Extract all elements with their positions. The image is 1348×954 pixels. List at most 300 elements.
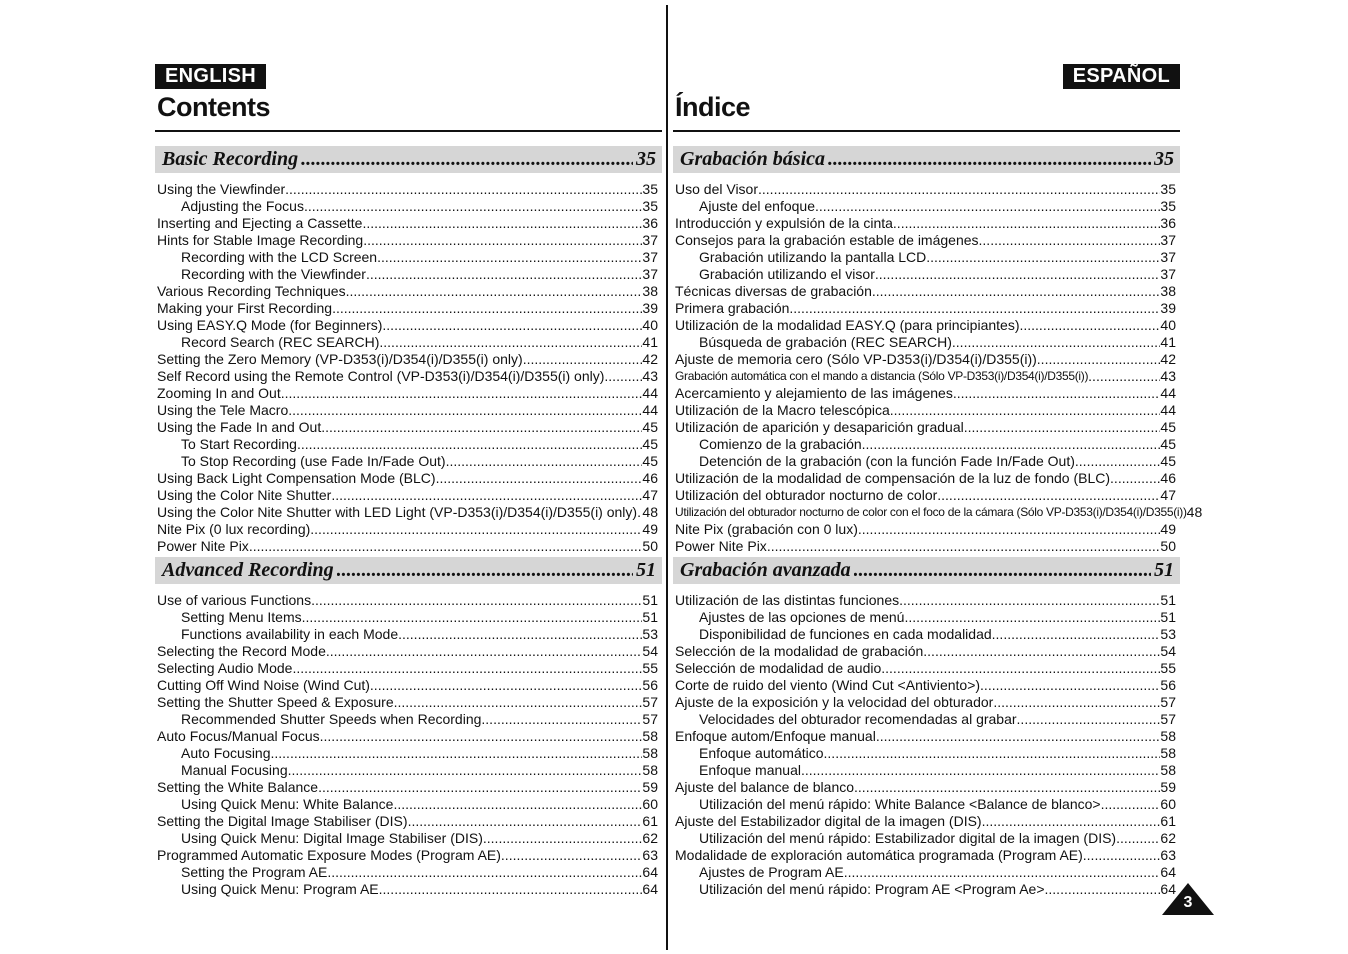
toc-entry-page: 54 <box>642 643 658 659</box>
toc-entry-page: 64 <box>1160 864 1176 880</box>
toc-entry <box>675 215 1176 232</box>
toc-entry <box>157 283 658 300</box>
leader-dots <box>952 334 1161 351</box>
leader-dots <box>379 881 643 898</box>
toc-entry <box>157 728 658 745</box>
toc-entry-label: Utilización del obturador nocturno de color con el foco de la cámara (Sólo VP-D353(i)/D354(i)/D355(i)) <box>675 505 1187 519</box>
toc-entry-page: 53 <box>1160 626 1176 642</box>
leader-dots <box>893 215 1161 232</box>
leader-dots <box>382 317 642 334</box>
leader-dots <box>789 300 1160 317</box>
toc-entry-label: Ajuste de memoria cero (Sólo VP-D353(i)/D354(i)/D355(i)) <box>675 351 1037 367</box>
toc-entry-page: 40 <box>1160 317 1176 333</box>
toc-entry <box>157 453 658 470</box>
toc-entry <box>675 436 1176 453</box>
toc-entry-label: Zooming In and Out <box>157 385 281 401</box>
leader-dots <box>881 660 1160 677</box>
leader-dots <box>288 402 642 419</box>
leader-dots <box>271 745 643 762</box>
section-title-label: Grabación básica <box>680 148 825 170</box>
toc-entry <box>157 266 658 283</box>
toc-entry-label: Setting the Zero Memory (VP-D353(i)/D354(i)/D355(i) only) <box>157 351 523 367</box>
toc-entry-page: 37 <box>642 266 658 282</box>
leader-dots <box>321 419 642 436</box>
toc-entry <box>157 334 658 351</box>
toc-entry-label: Grabación utilizando la pantalla LCD <box>699 249 927 265</box>
toc-entry <box>675 660 1176 677</box>
toc-entry <box>675 283 1176 300</box>
leader-dots <box>304 198 642 215</box>
leader-dots <box>899 592 1160 609</box>
toc-entry-page: 45 <box>1160 453 1176 469</box>
toc-entry-label: Adjusting the Focus <box>181 198 304 214</box>
toc-entry-label: Utilización de la modalidad EASY.Q (para principiantes) <box>675 317 1020 333</box>
leader-dots <box>446 453 643 470</box>
toc-entry <box>675 592 1176 609</box>
leader-dots <box>937 487 1160 504</box>
center-divider <box>666 5 668 950</box>
toc-entry-label: Nite Pix (0 lux recording) <box>157 521 311 537</box>
toc-entry-label: Enfoque autom/Enfoque manual <box>675 728 876 744</box>
toc-entry-label: Selección de la modalidad de grabación <box>675 643 924 659</box>
toc-entry-page: 59 <box>642 779 658 795</box>
toc-entry-label: Enfoque manual <box>699 762 801 778</box>
toc-entry <box>675 487 1176 504</box>
toc-entry-label: Corte de ruido del viento (Wind Cut <Antiviento>) <box>675 677 981 693</box>
leader-dots <box>332 300 642 317</box>
leader-dots <box>992 626 1161 643</box>
section-title <box>162 148 656 171</box>
toc-entry <box>157 813 658 830</box>
toc-entry-label: To Stop Recording (use Fade In/Fade Out) <box>181 453 446 469</box>
toc-entry-label: Selecting Audio Mode <box>157 660 293 676</box>
leader-dots <box>310 521 642 538</box>
toc-entry <box>157 385 658 402</box>
toc-entry-label: Making your First Recording <box>157 300 333 316</box>
toc-entry-label: Selecting the Record Mode <box>157 643 326 659</box>
toc-entry-label: Detención de la grabación (con la función Fade In/Fade Out) <box>699 453 1075 469</box>
toc-entry-page: 48 <box>642 504 658 520</box>
toc-entry <box>157 762 658 779</box>
leader-dots <box>523 351 643 368</box>
toc-entry-page: 60 <box>1160 796 1176 812</box>
toc-entry <box>675 864 1176 881</box>
toc-entry-page: 62 <box>642 830 658 846</box>
toc-entry-list <box>675 592 1176 898</box>
leader-dots <box>379 334 642 351</box>
toc-entry <box>157 711 658 728</box>
toc-entry-label: Enfoque automático <box>699 745 824 761</box>
leader-dots <box>311 592 642 609</box>
toc-entry-page: 57 <box>1160 694 1176 710</box>
toc-entry <box>157 215 658 232</box>
toc-entry <box>675 453 1176 470</box>
toc-entry-page: 47 <box>1160 487 1176 503</box>
leader-dots <box>858 521 1161 538</box>
toc-entry <box>157 677 658 694</box>
leader-dots <box>844 864 1161 881</box>
leader-dots <box>1116 830 1160 847</box>
toc-entry-page: 51 <box>642 609 658 625</box>
toc-entry-label: Grabación automática con el mando a distancia (Sólo VP-D353(i)/D354(i)/D355(i)) <box>675 369 1089 383</box>
toc-entry-page: 58 <box>1160 762 1176 778</box>
leader-dots <box>377 249 642 266</box>
leader-dots <box>876 728 1161 745</box>
toc-entry-label: Various Recording Techniques <box>157 283 346 299</box>
leader-dots <box>980 677 1160 694</box>
toc-entry-label: Setting the Shutter Speed & Exposure <box>157 694 394 710</box>
toc-entry <box>157 745 658 762</box>
toc-entry-label: Using the Color Nite Shutter <box>157 487 332 503</box>
toc-entry-page: 44 <box>642 402 658 418</box>
toc-entry <box>675 249 1176 266</box>
toc-entry <box>675 779 1176 796</box>
section-header <box>673 146 1180 173</box>
leader-dots <box>281 385 643 402</box>
toc-entry-label: Using Quick Menu: White Balance <box>181 796 394 812</box>
leader-dots <box>292 660 642 677</box>
toc-entry-label: Ajuste del enfoque <box>699 198 815 214</box>
section-page-number: 35 <box>1154 148 1174 170</box>
toc-entry-label: Using EASY.Q Mode (for Beginners) <box>157 317 383 333</box>
section-page-number: 51 <box>636 559 656 581</box>
leader-dots <box>285 181 642 198</box>
leader-dots <box>1075 453 1161 470</box>
toc-entry-label: Self Record using the Remote Control (VP-D353(i)/D354(i)/D355(i) only) <box>157 368 605 384</box>
toc-entry-page: 45 <box>642 453 658 469</box>
toc-entry <box>157 521 658 538</box>
toc-entry <box>675 728 1176 745</box>
toc-entry-label: Primera grabación <box>675 300 790 316</box>
toc-entry-page: 36 <box>642 215 658 231</box>
leader-dots <box>1045 881 1161 898</box>
toc-entry-page: 56 <box>1160 677 1176 693</box>
leader-dots <box>483 830 643 847</box>
toc-entry-label: Velocidades del obturador recomendadas al grabar <box>699 711 1017 727</box>
section-title-label: Basic Recording <box>162 148 299 170</box>
toc-entry-label: Utilización del obturador nocturno de color <box>675 487 938 503</box>
toc-entry <box>157 487 658 504</box>
page-title-contents: Contents <box>157 92 270 122</box>
title-rule <box>155 130 662 132</box>
toc-entry <box>675 198 1176 215</box>
leader-dots <box>904 609 1160 626</box>
leader-dots <box>993 694 1160 711</box>
toc-entry-label: Modalidade de exploración automática programada (Program AE) <box>675 847 1083 863</box>
toc-entry <box>675 334 1176 351</box>
toc-entry-page: 57 <box>642 711 658 727</box>
toc-entry-label: Auto Focusing <box>181 745 271 761</box>
section-header <box>155 557 662 584</box>
leader-dots <box>862 436 1161 453</box>
toc-entry <box>157 368 658 385</box>
leader-dots <box>327 864 642 881</box>
leader-dots <box>872 283 1161 300</box>
toc-entry-label: Using the Color Nite Shutter with LED Light (VP-D353(i)/D354(i)/D355(i) only) <box>157 504 638 520</box>
leader-dots <box>326 643 643 660</box>
toc-entry-label: Ajuste del balance de blanco <box>675 779 855 795</box>
toc-entry-page: 42 <box>1160 351 1176 367</box>
toc-entry-page: 42 <box>642 351 658 367</box>
toc-entry-page: 46 <box>1160 470 1176 486</box>
leader-dots <box>346 283 643 300</box>
toc-entry <box>675 677 1176 694</box>
toc-entry-page: 45 <box>642 436 658 452</box>
page-number: 3 <box>1183 894 1193 911</box>
toc-entry <box>675 745 1176 762</box>
toc-entry <box>157 796 658 813</box>
toc-entry-page: 37 <box>642 249 658 265</box>
toc-entry-label: Setting the Digital Image Stabiliser (DIS) <box>157 813 408 829</box>
toc-entry-label: Manual Focusing <box>181 762 288 778</box>
toc-entry-page: 45 <box>1160 436 1176 452</box>
toc-entry-page: 41 <box>1160 334 1176 350</box>
toc-entry <box>157 609 658 626</box>
section-header <box>673 557 1180 584</box>
toc-entry-page: 55 <box>1160 660 1176 676</box>
toc-entry-label: Functions availability in each Mode <box>181 626 399 642</box>
toc-entry <box>157 249 658 266</box>
toc-entry <box>157 402 658 419</box>
toc-entry <box>157 864 658 881</box>
leader-dots <box>501 847 643 864</box>
toc-entry-page: 35 <box>642 198 658 214</box>
section-title <box>162 559 656 582</box>
leader-dots <box>1017 711 1161 728</box>
toc-entry <box>675 402 1176 419</box>
toc-entry-label: Cutting Off Wind Noise (Wind Cut) <box>157 677 370 693</box>
leader-dots <box>363 232 642 249</box>
toc-entry-page: 58 <box>1160 745 1176 761</box>
toc-entry-label: Recommended Shutter Speeds when Recording <box>181 711 482 727</box>
toc-entry-page: 39 <box>642 300 658 316</box>
page-title-indice: Índice <box>675 92 751 122</box>
toc-entry <box>157 538 658 555</box>
toc-entry-page: 38 <box>642 283 658 299</box>
toc-entry-page: 56 <box>642 677 658 693</box>
toc-entry-label: Disponibilidad de funciones en cada modalidad <box>699 626 992 642</box>
toc-entry-label: Utilización de las distintas funciones <box>675 592 900 608</box>
toc-entry-label: Using Back Light Compensation Mode (BLC) <box>157 470 436 486</box>
toc-entry-page: 37 <box>642 232 658 248</box>
toc-entry-page: 35 <box>1160 181 1176 197</box>
toc-entry-label: Using the Viewfinder <box>157 181 286 197</box>
toc-entry-page: 43 <box>1160 368 1176 384</box>
leader-dots <box>1110 470 1160 487</box>
leader-dots <box>337 559 633 582</box>
toc-entry <box>675 694 1176 711</box>
toc-entry-page: 37 <box>1160 232 1176 248</box>
toc-entry-page: 58 <box>642 762 658 778</box>
toc-entry-page: 49 <box>1160 521 1176 537</box>
toc-entry <box>675 881 1176 898</box>
leader-dots <box>964 419 1161 436</box>
leader-dots <box>366 266 642 283</box>
toc-entry-label: Grabación utilizando el visor <box>699 266 875 282</box>
toc-entry-label: Consejos para la grabación estable de imágenes <box>675 232 979 248</box>
toc-entry-page: 45 <box>1160 419 1176 435</box>
toc-entry-label: Búsqueda de grabación (REC SEARCH) <box>699 334 952 350</box>
toc-entry <box>157 830 658 847</box>
leader-dots <box>801 762 1160 779</box>
toc-entry <box>675 521 1176 538</box>
toc-entry <box>675 385 1176 402</box>
page-number-badge <box>1162 883 1214 915</box>
leader-dots <box>982 813 1161 830</box>
toc-entry <box>675 181 1176 198</box>
toc-entry-label: Ajuste del Estabilizador digital de la imagen (DIS) <box>675 813 982 829</box>
leader-dots <box>890 402 1161 419</box>
toc-entry <box>157 436 658 453</box>
section-title-label: Advanced Recording <box>162 559 334 581</box>
toc-entry-page: 50 <box>1160 538 1176 554</box>
toc-entry-page: 46 <box>642 470 658 486</box>
toc-entry-page: 50 <box>642 538 658 554</box>
toc-entry-page: 64 <box>642 881 658 897</box>
toc-entry <box>675 626 1176 643</box>
toc-entry <box>675 351 1176 368</box>
leader-dots <box>288 762 643 779</box>
toc-entry-page: 43 <box>642 368 658 384</box>
toc-entry <box>157 351 658 368</box>
toc-entry-page: 38 <box>1160 283 1176 299</box>
toc-entry-label: Utilización de aparición y desaparición gradual <box>675 419 964 435</box>
toc-entry <box>675 643 1176 660</box>
leader-dots <box>318 779 642 796</box>
leader-dots <box>297 436 642 453</box>
leader-dots <box>828 148 1151 171</box>
toc-entry <box>675 470 1176 487</box>
toc-entry-list <box>157 181 658 555</box>
leader-dots <box>408 813 643 830</box>
leader-dots <box>394 694 643 711</box>
toc-entry-label: Uso del Visor <box>675 181 759 197</box>
toc-entry-page: 62 <box>1160 830 1176 846</box>
section-header <box>155 146 662 173</box>
toc-entry-page: 61 <box>1160 813 1176 829</box>
toc-entry <box>157 232 658 249</box>
leader-dots <box>1088 368 1160 385</box>
toc-entry-label: Record Search (REC SEARCH) <box>181 334 380 350</box>
title-rule <box>673 130 1180 132</box>
leader-dots <box>301 148 633 171</box>
toc-entry-label: Hints for Stable Image Recording <box>157 232 364 248</box>
toc-entry-page: 64 <box>642 864 658 880</box>
toc-entry-page: 58 <box>642 745 658 761</box>
toc-entry <box>675 609 1176 626</box>
section-title <box>680 559 1174 582</box>
toc-entry-label: Selección de modalidad de audio <box>675 660 882 676</box>
toc-entry-page: 49 <box>642 521 658 537</box>
toc-entry-label: Using Quick Menu: Digital Image Stabiliser (DIS) <box>181 830 483 846</box>
toc-entry <box>157 592 658 609</box>
leader-dots <box>815 198 1160 215</box>
toc-entry <box>675 796 1176 813</box>
toc-entry-label: Recording with the Viewfinder <box>181 266 366 282</box>
toc-entry-label: Inserting and Ejecting a Cassette <box>157 215 363 231</box>
toc-entry-label: Introducción y expulsión de la cinta <box>675 215 893 231</box>
toc-entry-label: Auto Focus/Manual Focus <box>157 728 320 744</box>
toc-entry-page: 40 <box>642 317 658 333</box>
section-page-number: 51 <box>1154 559 1174 581</box>
toc-entry-page: 63 <box>1160 847 1176 863</box>
toc-entry-page: 51 <box>1160 592 1176 608</box>
toc-entry-label: To Start Recording <box>181 436 297 452</box>
toc-entry-page: 61 <box>642 813 658 829</box>
toc-entry-label: Técnicas diversas de grabación <box>675 283 872 299</box>
toc-entry-label: Use of various Functions <box>157 592 312 608</box>
toc-entry-label: Ajustes de Program AE <box>699 864 844 880</box>
toc-entry <box>157 470 658 487</box>
toc-entry-label: Ajustes de las opciones de menú <box>699 609 905 625</box>
toc-entry-page: 55 <box>642 660 658 676</box>
toc-entry-label: Using Quick Menu: Program AE <box>181 881 379 897</box>
toc-entry-page: 63 <box>642 847 658 863</box>
toc-entry <box>157 847 658 864</box>
toc-entry-label: Power Nite Pix <box>157 538 249 554</box>
toc-entry-page: 44 <box>1160 402 1176 418</box>
toc-entry <box>675 711 1176 728</box>
toc-entry <box>157 660 658 677</box>
toc-entry-page: 58 <box>1160 728 1176 744</box>
toc-entry <box>675 813 1176 830</box>
leader-dots <box>854 559 1151 582</box>
leader-dots <box>370 677 643 694</box>
toc-entry-page: 39 <box>1160 300 1176 316</box>
toc-entry <box>157 626 658 643</box>
toc-entry-label: Comienzo de la grabación <box>699 436 862 452</box>
toc-entry-page: 48 <box>1186 504 1203 520</box>
toc-entry <box>675 762 1176 779</box>
section-title <box>680 148 1174 171</box>
leader-dots <box>398 626 642 643</box>
toc-entry <box>157 643 658 660</box>
toc-entry-page: 44 <box>1160 385 1176 401</box>
toc-entry-page: 36 <box>1160 215 1176 231</box>
toc-entry-page: 45 <box>642 419 658 435</box>
language-badge-english: ENGLISH <box>155 64 266 89</box>
toc-entry <box>675 504 1203 521</box>
toc-entry-label: Utilización de la modalidad de compensación de la luz de fondo (BLC) <box>675 470 1111 486</box>
toc-entry <box>157 694 658 711</box>
toc-entry <box>675 317 1176 334</box>
leader-dots <box>393 796 642 813</box>
toc-entry <box>675 419 1176 436</box>
leader-dots <box>854 779 1160 796</box>
leader-dots <box>362 215 642 232</box>
toc-entry-label: Setting Menu Items <box>181 609 302 625</box>
toc-entry <box>157 419 658 436</box>
leader-dots <box>767 538 1161 555</box>
leader-dots <box>320 728 643 745</box>
toc-entry-page: 60 <box>642 796 658 812</box>
toc-entry-label: Programmed Automatic Exposure Modes (Program AE) <box>157 847 501 863</box>
toc-entry-page: 57 <box>1160 711 1176 727</box>
toc-entry <box>157 504 658 521</box>
toc-entry-page: 35 <box>1160 198 1176 214</box>
toc-entry-page: 35 <box>642 181 658 197</box>
toc-entry-page: 58 <box>642 728 658 744</box>
leader-dots <box>979 232 1161 249</box>
toc-entry-label: Utilización de la Macro telescópica <box>675 402 890 418</box>
toc-entry <box>675 232 1176 249</box>
toc-entry-page: 57 <box>642 694 658 710</box>
leader-dots <box>1101 796 1161 813</box>
toc-entry-label: Ajuste de la exposición y la velocidad del obturador <box>675 694 994 710</box>
toc-entry <box>157 881 658 898</box>
toc-entry-page: 59 <box>1160 779 1176 795</box>
toc-entry-label: Using the Fade In and Out <box>157 419 322 435</box>
